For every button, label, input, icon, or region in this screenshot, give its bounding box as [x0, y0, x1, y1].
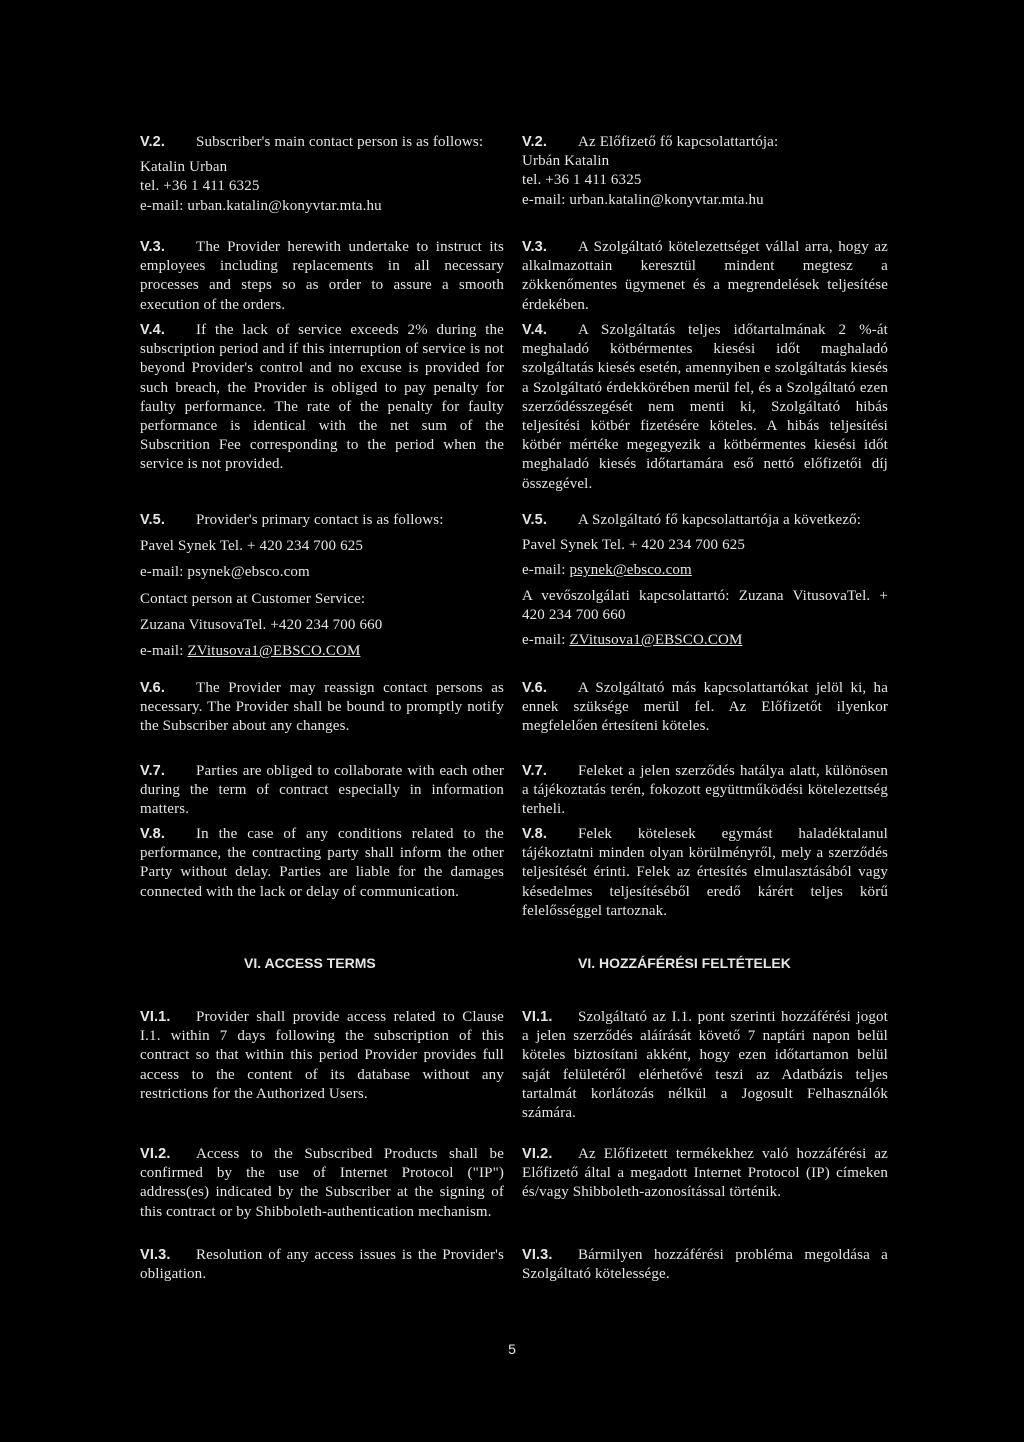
clause-text: A Szolgáltatás teljes időtartalmának 2 %-át meghaladó kötbérmentes kiesési időt maghaladó szolgáltatás kiesés esetén, amennyiben e szolgáltatás kiesés a Szolgáltató érdekkörében merül fel, és a Szolgáltató ezen szerződésszegését nem menti ki, Szolgáltató hibás teljesítési kötbér fizetésére köteles. A hibás teljesítési kötbér mértéke megegyezik a kötbérmentes kiesési időt meghaladó kiesés időtartamára eső nettó előfizetői díj összegével. [522, 322, 888, 492]
right-section-v6 [522, 679, 888, 737]
right-section-v5 [522, 511, 888, 650]
left-section-v3 [140, 238, 504, 315]
clause-number: VI.1. [140, 1009, 171, 1025]
clause-number: V.2. [522, 134, 548, 150]
right-section-vi2 [522, 1145, 888, 1203]
clause-number: V.5. [140, 512, 166, 528]
right-section-v4 [522, 321, 888, 494]
left-section-v6 [140, 679, 504, 737]
clause-text: Subscriber's main contact person is as follows: [196, 134, 484, 150]
customer-service-contact: Zuzana VitusovaTel. +420 234 700 660 [140, 616, 383, 633]
clause-text: The Provider herewith undertake to instruct its employees including replacements in all necessary processes and steps so as order to assure a smooth execution of the orders. [140, 239, 504, 313]
contact-email: e-mail: urban.katalin@konyvtar.mta.hu [522, 191, 764, 208]
email-link[interactable]: ZVitusova1@EBSCO.COM [187, 643, 361, 660]
clause-number: VI.1. [522, 1009, 553, 1025]
clause-number: VI.3. [140, 1247, 171, 1263]
clause-text: Bármilyen hozzáférési probléma megoldása a Szolgáltató kötelessége. [522, 1247, 888, 1283]
clause-number: V.4. [140, 322, 166, 338]
clause-number: V.7. [140, 763, 166, 779]
clause-text: If the lack of service exceeds 2% during the subscription period and if this interruption of service is not beyond Provider's control and no excuse is provided for such breach, the Provider is obliged to pay penalty for faulty performance. The rate of the penalty for faulty performance is identical with the net sum of the Subscrition Fee corresponding to the period when the service is not provided. [140, 322, 504, 473]
left-section-vi1 [140, 1008, 504, 1104]
clause-text: Provider shall provide access related to Clause I.1. within 7 days following the subscription of this contract so that within this period Provider provides full access to the content of its database without any restrictions for the Authorized Users. [140, 1009, 504, 1102]
email-label: e-mail: [140, 643, 188, 660]
customer-service-contact: A vevőszolgálati kapcsolattartó: Zuzana VitusovaTel. + 420 234 700 660 [522, 587, 888, 623]
customer-service-label: Contact person at Customer Service: [140, 590, 366, 607]
email-label: e-mail: [522, 562, 570, 579]
clause-number: V.3. [140, 239, 166, 255]
right-section-heading: VI. HOZZÁFÉRÉSI FELTÉTELEK [578, 955, 791, 971]
email-link[interactable]: ZVitusova1@EBSCO.COM [569, 632, 743, 649]
clause-text: A Szolgáltató kötelezettséget vállal arra, hogy az alkalmazottain keresztül mindent megtesz a zökkenőmentes ügymenet és a megrendelések teljesítése érdekében. [522, 239, 888, 313]
clause-number: V.6. [522, 680, 548, 696]
clause-number: V.4. [522, 322, 548, 338]
right-section-vi3 [522, 1246, 888, 1284]
contact-name: Urbán Katalin [522, 153, 610, 170]
contact-phone: tel. +36 1 411 6325 [140, 178, 260, 195]
clause-text: Feleket a jelen szerződés hatálya alatt, különösen a tájékoztatás terén, fokozott együttműködési kötelezettség terheli. [522, 763, 888, 818]
left-section-vi2 [140, 1145, 504, 1222]
clause-text: Access to the Subscribed Products shall be confirmed by the use of Internet Protocol ("IP") address(es) indicated by the Subscriber at the signing of this contract or by Shibboleth-authentication mechanism. [140, 1146, 504, 1220]
left-section-v7 [140, 762, 504, 820]
clause-number: V.7. [522, 763, 548, 779]
clause-number: V.2. [140, 134, 166, 150]
clause-text: Szolgáltató az I.1. pont szerinti hozzáférési jogot a jelen szerződés aláírását követő 7 naptári napon belül köteles biztosítani akként, hogy ezen időtartamon belül saját felületéről elérhetővé teszi az Adatbázis teljes tartalmát korlátozás nélkül a Jogosult Felhasználók számára. [522, 1009, 888, 1122]
provider-phone: Pavel Synek Tel. + 420 234 700 625 [140, 538, 364, 555]
clause-text: A Szolgáltató más kapcsolattartókat jelöl ki, ha ennek szüksége merül fel. Az Előfizetőt ilyenkor megfelelően értesíteni köteles. [522, 680, 888, 735]
clause-number: VI.2. [522, 1146, 553, 1162]
clause-text: The Provider may reassign contact persons as necessary. The Provider shall be bound to promptly notify the Subscriber about any changes. [140, 680, 504, 735]
email-label: e-mail: [522, 632, 570, 649]
left-section-v2 [140, 133, 504, 216]
left-section-vi3 [140, 1246, 504, 1284]
left-section-v4 [140, 321, 504, 475]
clause-number: VI.3. [522, 1247, 553, 1263]
left-section-v8 [140, 825, 504, 902]
clause-text: Az Előfizető fő kapcsolattartója: [578, 134, 779, 150]
clause-number: V.8. [140, 826, 166, 842]
clause-text: Az Előfizetett termékekhez való hozzáférési az Előfizető által a megadott Internet Protocol (IP) címeken és/vagy Shibboleth-azonosítással történik. [522, 1146, 888, 1201]
clause-number: VI.2. [140, 1146, 171, 1162]
clause-text: Provider's primary contact is as follows: [196, 512, 444, 528]
email-link[interactable]: psynek@ebsco.com [569, 562, 692, 579]
right-section-vi1 [522, 1008, 888, 1123]
clause-text: Resolution of any access issues is the Provider's obligation. [140, 1247, 504, 1283]
clause-text: A Szolgáltató fő kapcsolattartója a következő: [578, 512, 862, 528]
contact-name: Katalin Urban [140, 159, 228, 176]
clause-number: V.6. [140, 680, 166, 696]
clause-number: V.5. [522, 512, 548, 528]
right-section-v7 [522, 762, 888, 820]
page-number: 5 [508, 1341, 516, 1357]
left-section-v5 [140, 511, 504, 661]
left-section-heading: VI. ACCESS TERMS [244, 955, 376, 971]
provider-phone: Pavel Synek Tel. + 420 234 700 625 [522, 537, 746, 554]
right-section-v2 [522, 133, 888, 210]
contact-email: e-mail: urban.katalin@konyvtar.mta.hu [140, 197, 382, 214]
provider-email: e-mail: psynek@ebsco.com [140, 564, 310, 581]
contact-phone: tel. +36 1 411 6325 [522, 172, 642, 189]
clause-text: In the case of any conditions related to the performance, the contracting party shall inform the other Party without delay. Parties are liable for the damages connected with the lack or delay of communication. [140, 826, 504, 900]
clause-number: V.8. [522, 826, 548, 842]
right-section-v8 [522, 825, 888, 921]
clause-number: V.3. [522, 239, 548, 255]
clause-text: Felek kötelesek egymást haladéktalanul tájékoztatni minden olyan körülményről, mely a szerződés teljesítését érinti. Felek az értesítés elmulasztásából vagy késedelmes teljesítéséből eredő kárért teljes körű felelősséggel tartoznak. [522, 826, 888, 919]
right-section-v3 [522, 238, 888, 315]
clause-text: Parties are obliged to collaborate with each other during the term of contract especially in information matters. [140, 763, 504, 818]
